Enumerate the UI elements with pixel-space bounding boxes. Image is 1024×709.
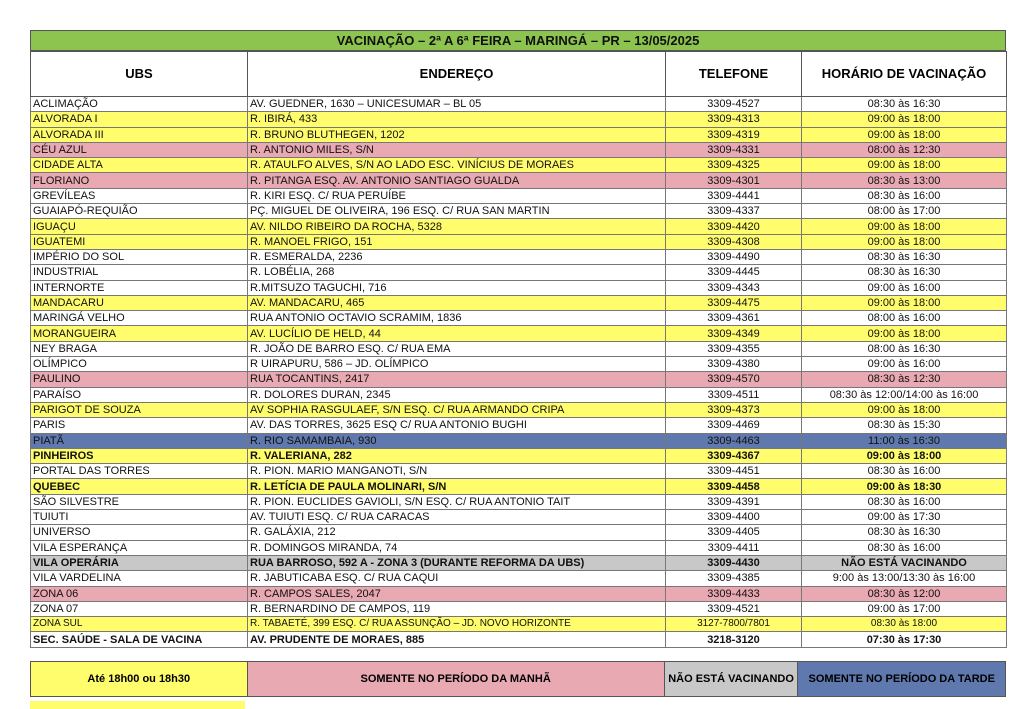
- cell-telefone: 3218-3120: [666, 632, 802, 647]
- cell-ubs: GUAIAPÓ-REQUIÃO: [31, 204, 248, 219]
- cell-telefone: 3309-4319: [666, 127, 802, 142]
- table-row: [31, 418, 1007, 433]
- table-row: [31, 188, 1007, 203]
- cell-telefone: 3309-4570: [666, 372, 802, 387]
- bottom-strip: [30, 701, 245, 709]
- cell-horario: 09:00 às 18:00: [802, 234, 1007, 249]
- cell-endereco: R. TABAETÉ, 399 ESQ. C/ RUA ASSUNÇÃO – JD. NOVO HORIZONTE: [248, 617, 666, 632]
- table-row: [31, 402, 1007, 417]
- cell-endereco: R. ATAULFO ALVES, S/N AO LADO ESC. VINÍCIUS DE MORAES: [248, 158, 666, 173]
- cell-telefone: 3309-4373: [666, 402, 802, 417]
- table-row: [31, 525, 1007, 540]
- cell-horario: 09:00 às 16:00: [802, 280, 1007, 295]
- cell-horario: 07:30 às 17:30: [802, 632, 1007, 647]
- cell-endereco: AV. MANDACARU, 465: [248, 295, 666, 310]
- cell-ubs: ZONA 06: [31, 586, 248, 601]
- table-row: [31, 112, 1007, 127]
- cell-horario: 08:30 às 18:00: [802, 617, 1007, 632]
- cell-ubs: ACLIMAÇÃO: [31, 97, 248, 112]
- table-row: [31, 295, 1007, 310]
- cell-horario: 08:30 às 16:30: [802, 525, 1007, 540]
- table-row: [31, 341, 1007, 356]
- table-row: [31, 127, 1007, 142]
- cell-endereco: RUA ANTONIO OCTAVIO SCRAMIM, 1836: [248, 311, 666, 326]
- cell-horario: 08:30 às 15:30: [802, 418, 1007, 433]
- color-legend: [30, 661, 1006, 697]
- cell-horario: 09:00 às 18:00: [802, 112, 1007, 127]
- cell-horario: 08:30 às 16:00: [802, 540, 1007, 555]
- cell-ubs: INTERNORTE: [31, 280, 248, 295]
- cell-horario: 08:00 às 16:30: [802, 341, 1007, 356]
- table-row: [31, 510, 1007, 525]
- cell-ubs: ALVORADA I: [31, 112, 248, 127]
- table-row: [31, 586, 1007, 601]
- cell-ubs: SÃO SILVESTRE: [31, 494, 248, 509]
- cell-endereco: R UIRAPURU, 586 – JD. OLÍMPICO: [248, 357, 666, 372]
- cell-endereco: R. DOMINGOS MIRANDA, 74: [248, 540, 666, 555]
- cell-telefone: 3309-4343: [666, 280, 802, 295]
- cell-horario: 11:00 às 16:30: [802, 433, 1007, 448]
- cell-telefone: 3309-4411: [666, 540, 802, 555]
- cell-ubs: OLÍMPICO: [31, 357, 248, 372]
- cell-endereco: R. PION. EUCLIDES GAVIOLI, S/N ESQ. C/ RUA ANTONIO TAIT: [248, 494, 666, 509]
- cell-ubs: ZONA 07: [31, 601, 248, 616]
- cell-telefone: 3309-4463: [666, 433, 802, 448]
- cell-horario: 08:00 às 12:30: [802, 142, 1007, 157]
- table-header-row: [31, 52, 1007, 97]
- cell-telefone: 3309-4361: [666, 311, 802, 326]
- cell-horario: 08:30 às 16:30: [802, 97, 1007, 112]
- cell-ubs: PORTAL DAS TORRES: [31, 464, 248, 479]
- cell-ubs: PARIS: [31, 418, 248, 433]
- cell-endereco: R. BRUNO BLUTHEGEN, 1202: [248, 127, 666, 142]
- cell-telefone: 3309-4405: [666, 525, 802, 540]
- cell-telefone: 3309-4441: [666, 188, 802, 203]
- cell-telefone: 3309-4433: [666, 586, 802, 601]
- cell-ubs: PARAÍSO: [31, 387, 248, 402]
- cell-telefone: 3309-4349: [666, 326, 802, 341]
- table-row: [31, 632, 1007, 647]
- table-row: [31, 249, 1007, 264]
- cell-endereco: R. KIRI ESQ. C/ RUA PERUÍBE: [248, 188, 666, 203]
- cell-endereco: R. LOBÉLIA, 268: [248, 265, 666, 280]
- cell-endereco: R.MITSUZO TAGUCHI, 716: [248, 280, 666, 295]
- cell-ubs: TUIUTI: [31, 510, 248, 525]
- cell-horario: 08:30 às 16:00: [802, 494, 1007, 509]
- table-row: [31, 464, 1007, 479]
- cell-ubs: NEY BRAGA: [31, 341, 248, 356]
- legend-yellow: Até 18h00 ou 18h30: [31, 662, 248, 696]
- cell-endereco: R. IBIRÁ, 433: [248, 112, 666, 127]
- cell-endereco: R. RIO SAMAMBAIA, 930: [248, 433, 666, 448]
- cell-horario: 09:00 às 16:00: [802, 357, 1007, 372]
- table-row: [31, 97, 1007, 112]
- cell-endereco: AV. NILDO RIBEIRO DA ROCHA, 5328: [248, 219, 666, 234]
- table-row: [31, 601, 1007, 616]
- cell-horario: 08:00 às 16:00: [802, 311, 1007, 326]
- cell-telefone: 3309-4301: [666, 173, 802, 188]
- cell-endereco: RUA BARROSO, 592 A - ZONA 3 (DURANTE REFORMA DA UBS): [248, 555, 666, 570]
- cell-horario: 08:30 às 16:00: [802, 188, 1007, 203]
- cell-horario: 08:30 às 12:00/14:00 às 16:00: [802, 387, 1007, 402]
- cell-ubs: IGUAÇU: [31, 219, 248, 234]
- cell-endereco: R. CAMPOS SALES, 2047: [248, 586, 666, 601]
- cell-endereco: R. PITANGA ESQ. AV. ANTONIO SANTIAGO GUALDA: [248, 173, 666, 188]
- cell-endereco: AV SOPHIA RASGULAEF, S/N ESQ. C/ RUA ARMANDO CRIPA: [248, 402, 666, 417]
- cell-telefone: 3309-4308: [666, 234, 802, 249]
- cell-endereco: RUA TOCANTINS, 2417: [248, 372, 666, 387]
- cell-telefone: 3309-4458: [666, 479, 802, 494]
- cell-telefone: 3309-4325: [666, 158, 802, 173]
- cell-endereco: R. ANTONIO MILES, S/N: [248, 142, 666, 157]
- cell-ubs: ALVORADA III: [31, 127, 248, 142]
- cell-horario: 09:00 às 17:00: [802, 601, 1007, 616]
- cell-horario: 08:30 às 13:00: [802, 173, 1007, 188]
- cell-endereco: R. JABUTICABA ESQ. C/ RUA CAQUI: [248, 571, 666, 586]
- column-header-telefone: TELEFONE: [666, 52, 802, 97]
- cell-telefone: 3309-4430: [666, 555, 802, 570]
- cell-endereco: R. MANOEL FRIGO, 151: [248, 234, 666, 249]
- cell-horario: 09:00 às 17:30: [802, 510, 1007, 525]
- cell-ubs: QUEBEC: [31, 479, 248, 494]
- legend-blue: SOMENTE NO PERÍODO DA TARDE: [798, 662, 1005, 696]
- cell-ubs: SEC. SAÚDE - SALA DE VACINA: [31, 632, 248, 647]
- table-row: [31, 555, 1007, 570]
- table-row: [31, 204, 1007, 219]
- cell-ubs: CÉU AZUL: [31, 142, 248, 157]
- table-row: [31, 494, 1007, 509]
- cell-telefone: 3309-4527: [666, 97, 802, 112]
- cell-ubs: IMPÉRIO DO SOL: [31, 249, 248, 264]
- cell-horario: NÃO ESTÁ VACINANDO: [802, 555, 1007, 570]
- cell-endereco: AV. GUEDNER, 1630 – UNICESUMAR – BL 05: [248, 97, 666, 112]
- cell-horario: 08:00 às 17:00: [802, 204, 1007, 219]
- cell-telefone: 3309-4475: [666, 295, 802, 310]
- table-row: [31, 448, 1007, 463]
- cell-telefone: 3309-4355: [666, 341, 802, 356]
- cell-ubs: PIATÃ: [31, 433, 248, 448]
- cell-ubs: MANDACARU: [31, 295, 248, 310]
- cell-endereco: R. ESMERALDA, 2236: [248, 249, 666, 264]
- cell-telefone: 3309-4511: [666, 387, 802, 402]
- cell-ubs: UNIVERSO: [31, 525, 248, 540]
- cell-horario: 09:00 às 18:00: [802, 402, 1007, 417]
- cell-telefone: 3309-4385: [666, 571, 802, 586]
- cell-telefone: 3127-7800/7801: [666, 617, 802, 632]
- cell-horario: 08:30 às 12:00: [802, 586, 1007, 601]
- cell-ubs: GREVÍLEAS: [31, 188, 248, 203]
- cell-ubs: PINHEIROS: [31, 448, 248, 463]
- cell-horario: 09:00 às 18:30: [802, 479, 1007, 494]
- cell-ubs: VILA VARDELINA: [31, 571, 248, 586]
- cell-ubs: PAULINO: [31, 372, 248, 387]
- column-header-ubs: UBS: [31, 52, 248, 97]
- cell-horario: 08:30 às 12:30: [802, 372, 1007, 387]
- cell-endereco: R. GALÁXIA, 212: [248, 525, 666, 540]
- cell-ubs: IGUATEMI: [31, 234, 248, 249]
- cell-endereco: AV. LUCÍLIO DE HELD, 44: [248, 326, 666, 341]
- cell-ubs: ZONA SUL: [31, 617, 248, 632]
- table-row: [31, 311, 1007, 326]
- table-row: [31, 571, 1007, 586]
- cell-telefone: 3309-4391: [666, 494, 802, 509]
- table-row: [31, 265, 1007, 280]
- cell-telefone: 3309-4469: [666, 418, 802, 433]
- cell-ubs: INDUSTRIAL: [31, 265, 248, 280]
- cell-ubs: MARINGÁ VELHO: [31, 311, 248, 326]
- legend-pink: SOMENTE NO PERÍODO DA MANHÃ: [248, 662, 665, 696]
- cell-telefone: 3309-4420: [666, 219, 802, 234]
- table-row: [31, 326, 1007, 341]
- cell-telefone: 3309-4445: [666, 265, 802, 280]
- cell-ubs: VILA ESPERANÇA: [31, 540, 248, 555]
- cell-ubs: CIDADE ALTA: [31, 158, 248, 173]
- cell-endereco: R. DOLORES DURAN, 2345: [248, 387, 666, 402]
- table-row: [31, 158, 1007, 173]
- cell-endereco: AV. TUIUTI ESQ. C/ RUA CARACAS: [248, 510, 666, 525]
- cell-horario: 08:30 às 16:30: [802, 265, 1007, 280]
- cell-horario: 09:00 às 18:00: [802, 158, 1007, 173]
- cell-ubs: PARIGOT DE SOUZA: [31, 402, 248, 417]
- cell-ubs: VILA OPERÁRIA: [31, 555, 248, 570]
- cell-horario: 09:00 às 18:00: [802, 448, 1007, 463]
- legend-gray: NÃO ESTÁ VACINANDO: [665, 662, 799, 696]
- cell-telefone: 3309-4331: [666, 142, 802, 157]
- cell-horario: 08:30 às 16:00: [802, 464, 1007, 479]
- cell-telefone: 3309-4337: [666, 204, 802, 219]
- cell-horario: 9:00 às 13:00/13:30 às 16:00: [802, 571, 1007, 586]
- table-row: [31, 173, 1007, 188]
- table-row: [31, 540, 1007, 555]
- cell-endereco: AV. DAS TORRES, 3625 ESQ C/ RUA ANTONIO BUGHI: [248, 418, 666, 433]
- page-title: VACINAÇÃO – 2ª A 6ª FEIRA – MARINGÁ – PR – 13/05/2025: [30, 30, 1006, 51]
- table-row: [31, 142, 1007, 157]
- cell-endereco: AV. PRUDENTE DE MORAES, 885: [248, 632, 666, 647]
- cell-horario: 09:00 às 18:00: [802, 326, 1007, 341]
- vaccination-table: [30, 51, 1007, 648]
- table-row: [31, 280, 1007, 295]
- cell-horario: 09:00 às 18:00: [802, 219, 1007, 234]
- cell-telefone: 3309-4451: [666, 464, 802, 479]
- cell-ubs: MORANGUEIRA: [31, 326, 248, 341]
- cell-telefone: 3309-4521: [666, 601, 802, 616]
- table-row: [31, 219, 1007, 234]
- cell-horario: 09:00 às 18:00: [802, 295, 1007, 310]
- table-row: [31, 479, 1007, 494]
- table-row: [31, 387, 1007, 402]
- cell-ubs: FLORIANO: [31, 173, 248, 188]
- cell-endereco: R. JOÃO DE BARRO ESQ. C/ RUA EMA: [248, 341, 666, 356]
- column-header-horario: HORÁRIO DE VACINAÇÃO: [802, 52, 1007, 97]
- cell-telefone: 3309-4313: [666, 112, 802, 127]
- cell-telefone: 3309-4380: [666, 357, 802, 372]
- cell-telefone: 3309-4400: [666, 510, 802, 525]
- column-header-endereco: ENDEREÇO: [248, 52, 666, 97]
- cell-endereco: R. PION. MARIO MANGANOTI, S/N: [248, 464, 666, 479]
- cell-horario: 08:30 às 16:30: [802, 249, 1007, 264]
- cell-endereco: R. BERNARDINO DE CAMPOS, 119: [248, 601, 666, 616]
- cell-endereco: PÇ. MIGUEL DE OLIVEIRA, 196 ESQ. C/ RUA SAN MARTIN: [248, 204, 666, 219]
- cell-horario: 09:00 às 18:00: [802, 127, 1007, 142]
- cell-telefone: 3309-4367: [666, 448, 802, 463]
- cell-endereco: R. VALERIANA, 282: [248, 448, 666, 463]
- cell-telefone: 3309-4490: [666, 249, 802, 264]
- table-row: [31, 433, 1007, 448]
- table-row: [31, 234, 1007, 249]
- table-row: [31, 372, 1007, 387]
- cell-endereco: R. LETÍCIA DE PAULA MOLINARI, S/N: [248, 479, 666, 494]
- table-row: [31, 617, 1007, 632]
- table-row: [31, 357, 1007, 372]
